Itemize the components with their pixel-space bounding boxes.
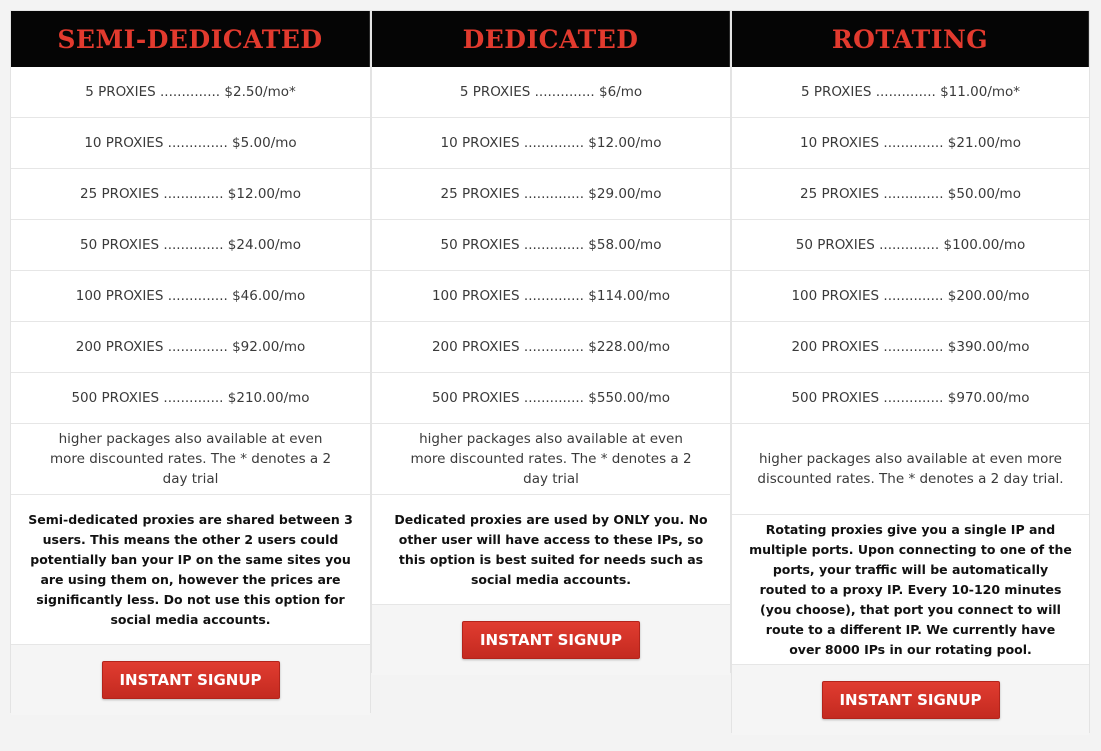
plan-footer <box>11 645 370 715</box>
plan-card-dedicated <box>371 10 731 673</box>
instant-signup-button[interactable]: INSTANT SIGNUP <box>822 681 1000 719</box>
price-row: 50 PROXIES .............. $58.00/mo <box>372 220 730 271</box>
plan-header <box>372 11 730 67</box>
price-row: 500 PROXIES .............. $970.00/mo <box>732 373 1089 424</box>
price-row: 100 PROXIES .............. $114.00/mo <box>372 271 730 322</box>
price-row: 25 PROXIES .............. $29.00/mo <box>372 169 730 220</box>
price-row: 100 PROXIES .............. $46.00/mo <box>11 271 370 322</box>
plan-title: ROTATING <box>831 24 989 54</box>
packages-note: higher packages also available at even more discounted rates. The * denotes a 2 day trial <box>372 424 730 495</box>
price-row: 50 PROXIES .............. $100.00/mo <box>732 220 1089 271</box>
price-row: 25 PROXIES .............. $12.00/mo <box>11 169 370 220</box>
price-row: 100 PROXIES .............. $200.00/mo <box>732 271 1089 322</box>
plan-header <box>11 11 370 67</box>
instant-signup-button[interactable]: INSTANT SIGNUP <box>102 661 280 699</box>
price-row: 10 PROXIES .............. $5.00/mo <box>11 118 370 169</box>
price-row: 50 PROXIES .............. $24.00/mo <box>11 220 370 271</box>
plan-description: Dedicated proxies are used by ONLY you. No other user will have access to these IPs, so this option is best suited for needs such as social media accounts. <box>372 495 730 605</box>
plan-title: DEDICATED <box>462 24 639 54</box>
price-row: 5 PROXIES .............. $6/mo <box>372 67 730 118</box>
price-row: 10 PROXIES .............. $21.00/mo <box>732 118 1089 169</box>
price-row: 500 PROXIES .............. $550.00/mo <box>372 373 730 424</box>
price-row: 5 PROXIES .............. $11.00/mo* <box>732 67 1089 118</box>
plan-title: SEMI-DEDICATED <box>57 24 323 54</box>
price-row: 10 PROXIES .............. $12.00/mo <box>372 118 730 169</box>
plan-card-rotating <box>731 10 1090 733</box>
plan-footer <box>372 605 730 675</box>
plan-footer <box>732 665 1089 735</box>
plan-description: Rotating proxies give you a single IP and multiple ports. Upon connecting to one of the ports, your traffic will be automatically routed to a proxy IP. Every 10-120 minutes (you choose), that port you connect to will route to a different IP. We currently have over 8000 IPs in our rotating pool. <box>732 515 1089 665</box>
instant-signup-button[interactable]: INSTANT SIGNUP <box>462 621 640 659</box>
price-row: 25 PROXIES .............. $50.00/mo <box>732 169 1089 220</box>
price-row: 200 PROXIES .............. $92.00/mo <box>11 322 370 373</box>
plan-description: Semi-dedicated proxies are shared between 3 users. This means the other 2 users could potentially ban your IP on the same sites you are using them on, however the prices are significantly less. Do not use this option for social media accounts. <box>11 495 370 645</box>
packages-note: higher packages also available at even more discounted rates. The * denotes a 2 day trial. <box>732 424 1089 515</box>
plan-header <box>732 11 1089 67</box>
price-row: 500 PROXIES .............. $210.00/mo <box>11 373 370 424</box>
packages-note: higher packages also available at even more discounted rates. The * denotes a 2 day trial <box>11 424 370 495</box>
price-row: 5 PROXIES .............. $2.50/mo* <box>11 67 370 118</box>
plan-card-semi-dedicated <box>10 10 371 713</box>
price-row: 200 PROXIES .............. $390.00/mo <box>732 322 1089 373</box>
price-row: 200 PROXIES .............. $228.00/mo <box>372 322 730 373</box>
